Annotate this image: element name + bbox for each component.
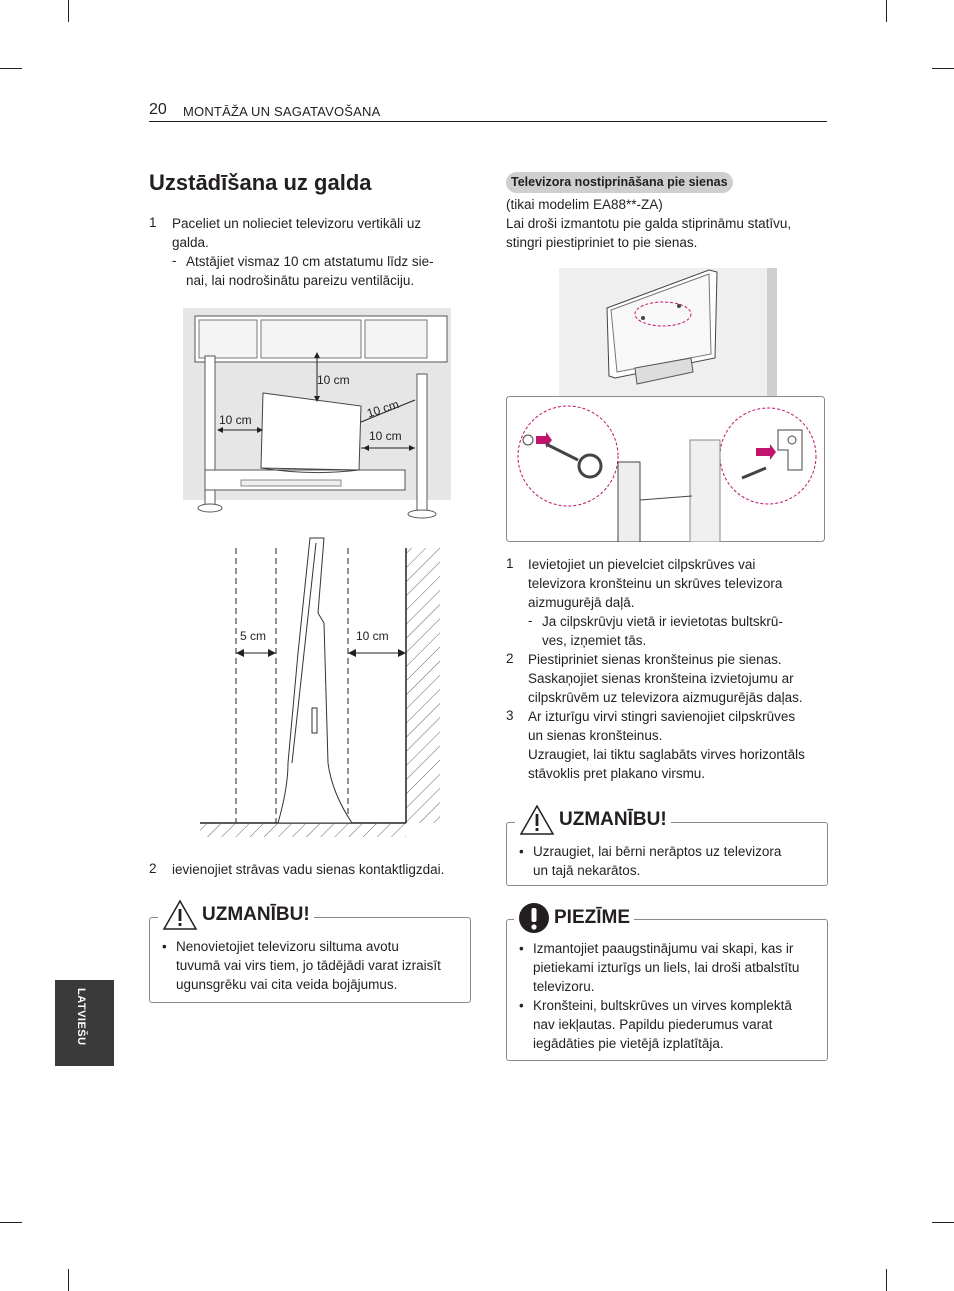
gap-right-label: 10 cm <box>356 629 389 643</box>
clearance-right-upper-label: 10 cm <box>365 397 401 421</box>
section-pill: Televizora nostiprināšana pie sienas <box>506 172 733 193</box>
note-heading: PIEZĪME <box>514 898 634 938</box>
tv-side-profile-figure <box>200 533 440 838</box>
crop-mark <box>68 0 69 22</box>
caution-heading: UZMANĪBU! <box>515 801 671 839</box>
header-rule <box>149 121 827 122</box>
step-text: Ievietojiet un pievelciet cilpskrūves vai televizora kronšteinu un skrūves televizora aizmugurējā daļā. <box>528 557 783 610</box>
step-text: Piestipriniet sienas kronšteinus pie sienas. Saskaņojiet sienas kronšteina izvietojumu ar cilpskrūvēm uz televizora aizmugurējās daļas. <box>528 652 803 705</box>
note-bullet: • Izmantojiet paaugstinājumu vai skapi, kas ir pietiekami izturīgs un liels, lai droši atbalstītu televizoru. <box>519 941 800 994</box>
step-number: 3 <box>506 708 514 723</box>
step-number: 2 <box>506 651 514 666</box>
caution-heading: UZMANĪBU! <box>158 896 314 934</box>
sub-step-text: Atstājiet vismaz 10 cm atstatumu līdz sie- nai, lai nodrošinātu pareizu ventilāciju. <box>186 254 434 288</box>
intro-text: (tikai modelim EA88**-ZA) Lai droši izmantotu pie galda stiprināmu statīvu, stingri piestipriniet to pie sienas. <box>506 197 792 250</box>
crop-mark <box>0 68 22 69</box>
warning-triangle-icon <box>519 804 555 836</box>
note-bullet: • Kronšteini, bultskrūves un virves komplektā nav iekļautas. Papildu piederumus varat iegādāties pie vietējā izplatītāja. <box>519 998 792 1051</box>
crop-mark <box>932 68 954 69</box>
sub-dash: - <box>528 613 533 628</box>
sub-step-text: Ja cilpskrūvju vietā ir ievietotas bultskrū- ves, izņemiet tās. <box>542 614 783 648</box>
step-text: Ar izturīgu virvi stingri savienojiet cilpskrūves un sienas kronšteinus. Uzraugiet, lai tiktu saglabāts virves horizontāls stāvoklis pret plakano virsmu. <box>528 709 805 781</box>
clearance-top-label: 10 cm <box>317 373 350 387</box>
page-number: 20 <box>149 101 167 118</box>
exclamation-circle-icon <box>518 902 550 934</box>
sub-dash: - <box>172 253 177 268</box>
clearance-left-label: 10 cm <box>219 413 252 427</box>
crop-mark <box>0 1222 22 1223</box>
tv-clearance-figure <box>183 308 453 523</box>
gap-left-label: 5 cm <box>240 629 267 643</box>
caution-bullet: • Nenovietojiet televizoru siltuma avotu tuvumā vai virs tiem, jo tādējādi varat izraisīt ugunsgrēku vai cita veida bojājumus. <box>162 939 441 992</box>
step-text: Paceliet un nolieciet televizoru vertikāli uz galda. <box>172 216 422 250</box>
step-number: 1 <box>506 556 514 571</box>
running-header: MONTĀŽA UN SAGATAVOŠANA <box>183 104 381 119</box>
language-tab: LATVIEŠU <box>55 980 114 1066</box>
wall-mount-figure <box>559 268 779 396</box>
step-number: 1 <box>149 215 157 230</box>
page-title: Uzstādīšana uz galda <box>149 170 372 195</box>
crop-mark <box>886 1269 887 1291</box>
crop-mark <box>68 1269 69 1291</box>
step-text: ievienojiet strāvas vadu sienas kontaktligzdai. <box>172 862 445 877</box>
caution-bullet: • Uzraugiet, lai bērni nerāptos uz televizora un tajā nekarātos. <box>519 844 782 878</box>
crop-mark <box>886 0 887 22</box>
step-number: 2 <box>149 861 157 876</box>
crop-mark <box>932 1222 954 1223</box>
eye-bolt-detail-figure <box>506 396 826 542</box>
warning-triangle-icon <box>162 899 198 931</box>
clearance-right-lower-label: 10 cm <box>369 429 402 443</box>
